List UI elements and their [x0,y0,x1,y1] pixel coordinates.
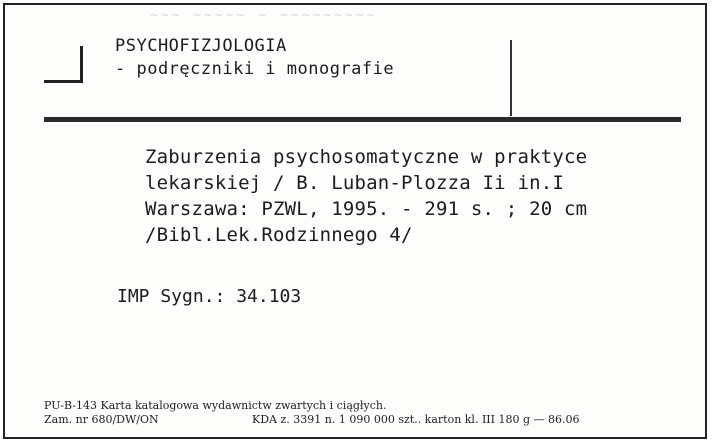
entry-imprint-line: Warszawa: PZWL, 1995. - 291 s. ; 20 cm [145,198,588,220]
corner-mark-vertical [80,46,83,82]
call-number: IMP Sygn.: 34.103 [117,286,302,307]
heading-rule [44,117,681,122]
corner-mark-horizontal [44,80,83,83]
footer-order-number: Zam. nr 680/DW/ON [44,413,159,426]
header-divider [510,40,512,116]
subject-subheading: - podręczniki i monografie [115,59,395,79]
bleed-through-text: ~~~ ~~~~~ ~ ~~~~~~~~~ [150,8,378,23]
footer-print-info: KDA z. 3391 n. 1 090 000 szt.. karton kl. III 180 g — 86.06 [252,413,580,426]
subject-heading: PSYCHOFIZJOLOGIA [115,36,287,56]
entry-series-line: /Bibl.Lek.Rodzinnego 4/ [145,224,413,246]
entry-title-line: Zaburzenia psychosomatyczne w praktyce [145,146,588,168]
entry-author-line: lekarskiej / B. Luban-Plozza Ii in.I [145,172,565,194]
footer-form-line: PU-B-143 Karta katalogowa wydawnictw zwartych i ciągłych. [44,399,387,412]
